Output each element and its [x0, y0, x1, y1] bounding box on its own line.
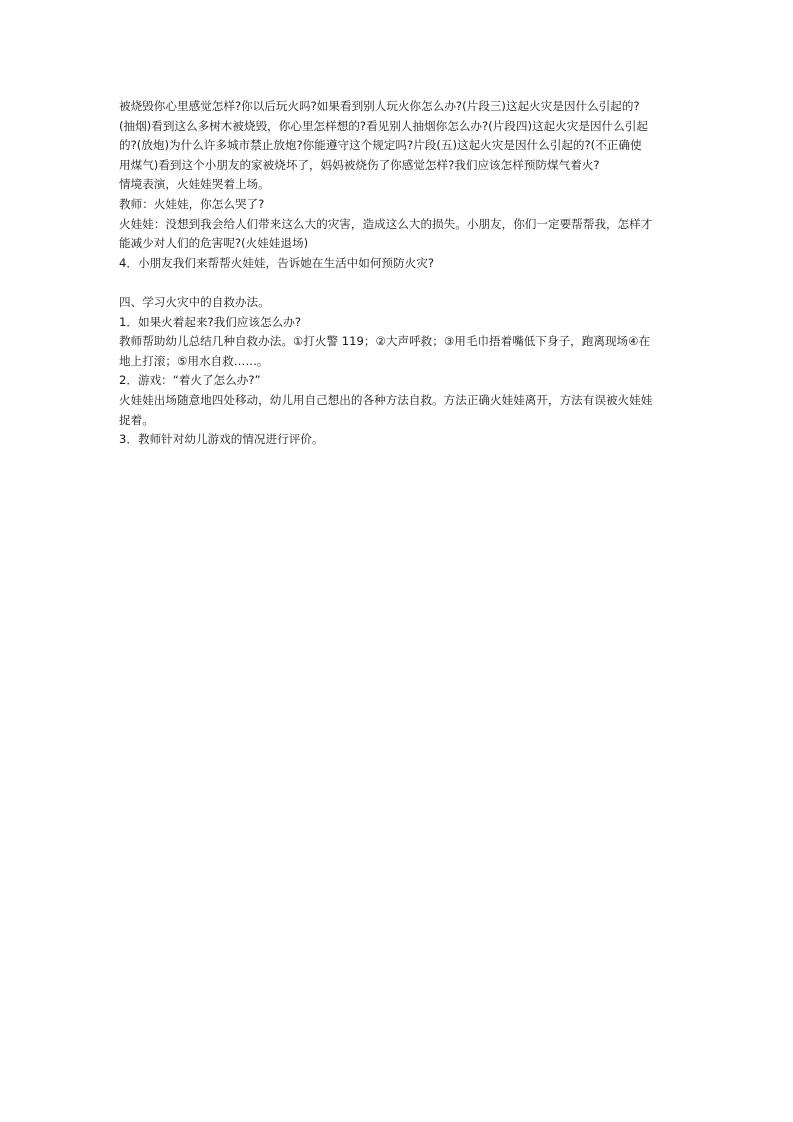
section-heading: 四、学习火灾中的自救办法。 — [119, 294, 270, 309]
text-line: 教师帮助幼儿总结几种自救办法。①打火警 119；②大声呼救；③用毛巾捂着嘴低下身子，跑离现场④在 — [119, 334, 651, 349]
text-line: 4．小朋友我们来帮帮火娃娃，告诉她在生活中如何预防火灾? — [119, 255, 434, 270]
text-line: 3．教师针对幼儿游戏的情况进行评价。 — [119, 432, 324, 447]
text-line: 能减少对人们的危害呢?(火娃娃退场) — [119, 236, 309, 251]
text-line: 火娃娃出场随意地四处移动，幼儿用自己想出的各种方法自救。方法正确火娃娃离开，方法有误被火娃娃 — [119, 392, 653, 407]
text-line: 捉着。 — [119, 412, 154, 427]
text-line: 教师：火娃娃，你怎么哭了? — [119, 196, 265, 211]
blank-line — [119, 273, 679, 293]
text-line: 被烧毁你心里感觉怎样?你以后玩火吗?如果看到别人玩火你怎么办?(片段三)这起火灾是因什么引起的? — [119, 99, 640, 113]
text-line: (抽烟)看到这么多树木被烧毁，你心里怎样想的?看见别人抽烟你怎么办?(片段四)这起火灾是因什么引起 — [119, 118, 648, 133]
text-line: 的?(放炮)为什么许多城市禁止放炮?你能遵守这个规定吗?片段(五)这起火灾是因什么引起的?(不正确使 — [119, 138, 642, 153]
text-line: 用煤气)看到这个小朋友的家被烧坏了，妈妈被烧伤了你感觉怎样?我们应该怎样预防煤气着火? — [119, 157, 600, 172]
text-line: 火娃娃：没想到我会给人们带来这么大的灾害，造成这么大的损失。小朋友，你们一定要帮帮我，怎样才 — [119, 216, 653, 231]
text-line: 1．如果火着起来?我们应该怎么办? — [119, 314, 301, 329]
text-line: 2．游戏：“着火了怎么办?” — [119, 373, 261, 388]
text-line: 地上打滚；⑤用水自救……。 — [119, 353, 269, 368]
text-line: 情境表演，火娃娃哭着上场。 — [119, 177, 270, 192]
document-body — [119, 97, 679, 450]
